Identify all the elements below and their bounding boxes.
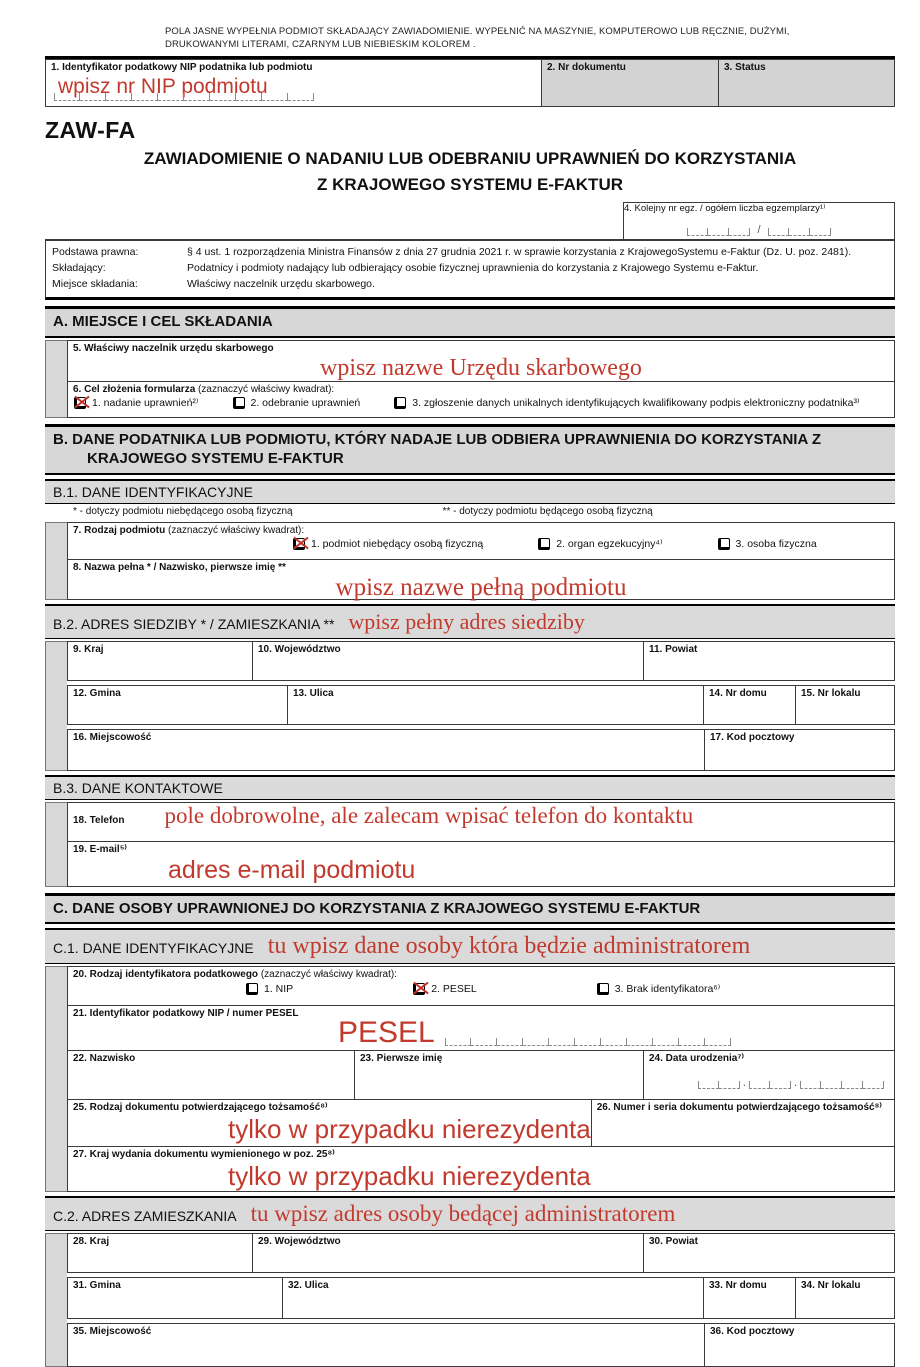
legal-text: Właściwy naczelnik urzędu skarbowego. — [187, 277, 375, 290]
field-23-pierwsze-imie[interactable] — [354, 1050, 644, 1100]
field-24-data-urodzenia[interactable] — [643, 1050, 895, 1100]
field-15-label: 15. Nr lokalu — [801, 687, 861, 699]
date-separator: . — [793, 1077, 797, 1090]
field-21-entry[interactable] — [338, 1016, 894, 1050]
note-double-star: ** - dotyczy podmiotu będącego osobą fizyczną — [442, 505, 653, 517]
legal-row — [52, 278, 888, 292]
option-label: 2. PESEL — [431, 983, 477, 996]
section-a-fields — [45, 340, 895, 418]
field-20-rodzaj-identyfikatora — [67, 966, 895, 1006]
field-1-entry[interactable] — [54, 76, 314, 101]
left-gutter — [45, 802, 67, 887]
section-b2-title: B.2. ADRES SIEDZIBY * / ZAMIESZKANIA ** — [53, 615, 335, 632]
field-4-entry[interactable] — [624, 224, 894, 236]
option-label: 3. Brak identyfikatora⁶⁾ — [614, 983, 721, 996]
field-5-label: 5. Właściwy naczelnik urzędu skarbowego — [73, 342, 274, 354]
section-c-header: C. DANE OSOBY UPRAWNIONEJ DO KORZYSTANIA Z KRAJOWEGO SYSTEMU E-FAKTUR — [45, 893, 895, 925]
legal-row — [52, 246, 888, 260]
left-gutter — [45, 1233, 67, 1367]
field-29-label: 29. Województwo — [258, 1236, 341, 1248]
field-25-annotation: tylko w przypadku nierezydenta — [228, 1114, 591, 1145]
f20-option-brak[interactable] — [597, 983, 721, 995]
form-instruction-note: POLA JASNE WYPEŁNIA PODMIOT SKŁADAJĄCY ZAWIADOMIENIE. WYPEŁNIĆ NA MASZYNIE, KOMPUTEROWO LUB RĘCZNIE, DUŻYMI, DRUKOWANYMI LITERAMI, CZARNYM LUB NIEBIESKIM KOLOREM . — [165, 26, 790, 50]
field-27-annotation: tylko w przypadku nierezydenta — [228, 1161, 591, 1192]
field-34-nr-lokalu[interactable] — [795, 1277, 895, 1319]
field-21-nip-pesel[interactable] — [67, 1005, 895, 1051]
field-31-label: 31. Gmina — [73, 1280, 121, 1292]
option-label: 3. osoba fizyczna — [735, 537, 817, 550]
left-gutter — [45, 966, 67, 1192]
field-17-label: 17. Kod pocztowy — [710, 731, 795, 743]
checkbox-icon[interactable] — [74, 397, 86, 409]
field-35-miejscowosc[interactable] — [67, 1323, 705, 1367]
field-28-kraj[interactable] — [67, 1233, 253, 1273]
total-cells[interactable] — [768, 228, 831, 236]
form-title — [45, 146, 895, 199]
field-5-naczelnik[interactable] — [67, 340, 895, 382]
field-19-label: 19. E-mail⁵⁾ — [73, 843, 127, 855]
option-label: 2. organ egzekucyjny⁴⁾ — [556, 537, 663, 550]
field-7-label-note: (zaznaczyć właściwy kwadrat): — [168, 524, 305, 536]
field-10-wojewodztwo[interactable] — [252, 641, 644, 681]
section-b2-header — [45, 604, 895, 639]
checkbox-icon[interactable] — [233, 397, 245, 409]
field-9-label: 9. Kraj — [73, 643, 104, 655]
field-31-gmina[interactable] — [67, 1277, 283, 1319]
field-12-gmina[interactable] — [67, 685, 288, 725]
f6-option-nadanie[interactable] — [74, 397, 199, 409]
field-29-wojewodztwo[interactable] — [252, 1233, 644, 1273]
field-5-annotation: wpisz nazwe Urzędu skarbowego — [320, 354, 642, 381]
checkbox-icon[interactable] — [538, 538, 550, 550]
checkbox-icon[interactable] — [597, 983, 609, 995]
field-2-nr-dokumentu — [541, 59, 719, 107]
field-25-label: 25. Rodzaj dokumentu potwierdzającego tożsamość⁸⁾ — [73, 1102, 328, 1114]
nip-entry-cells[interactable] — [54, 93, 314, 101]
section-a-header: A. MIEJSCE I CEL SKŁADANIA — [45, 306, 895, 338]
section-b3-header — [45, 775, 895, 800]
field-26-label: 26. Numer i seria dokumentu potwierdzającego tożsamość⁸⁾ — [596, 1102, 882, 1114]
field-6-label-note: (zaznaczyć właściwy kwadrat): — [198, 383, 335, 395]
date-month-cells[interactable] — [749, 1081, 791, 1089]
egz-cells[interactable] — [687, 228, 750, 236]
field-18-label: 18. Telefon — [73, 814, 125, 826]
field-13-ulica[interactable] — [287, 685, 704, 725]
pesel-entry-cells[interactable] — [445, 1038, 731, 1046]
field-33-nr-domu[interactable] — [703, 1277, 796, 1319]
f6-option-zgloszenie[interactable] — [394, 397, 859, 409]
field-2-label: 2. Nr dokumentu — [547, 61, 626, 73]
field-7-label: 7. Rodzaj podmiotu — [73, 524, 166, 536]
field-9-kraj[interactable] — [67, 641, 253, 681]
section-c1-annotation: tu wpisz dane osoby która będzie administratorem — [267, 933, 751, 960]
field-26-numer-dokumentu[interactable] — [591, 1099, 895, 1147]
field-1-nip[interactable] — [45, 59, 542, 107]
section-c2-header — [45, 1196, 895, 1231]
section-c1-header — [45, 928, 895, 964]
form-title-line1: ZAWIADOMIENIE O NADANIU LUB ODEBRANIU UPRAWNIEŃ DO KORZYSTANIA — [143, 148, 797, 168]
left-gutter — [45, 522, 67, 600]
field-16-label: 16. Miejscowość — [73, 731, 152, 743]
legal-label: Składający: — [52, 261, 106, 274]
section-c2-title: C.2. ADRES ZAMIESZKANIA — [53, 1208, 237, 1225]
field-14-label: 14. Nr domu — [709, 687, 767, 699]
checkbox-icon[interactable] — [394, 397, 406, 409]
field-32-label: 32. Ulica — [288, 1280, 329, 1292]
section-b2-fields — [45, 641, 895, 771]
f6-option-odebranie[interactable] — [233, 397, 361, 409]
field-16-miejscowosc[interactable] — [67, 729, 705, 771]
field-23-label: 23. Pierwsze imię — [360, 1053, 443, 1065]
checkbox-icon[interactable] — [718, 538, 730, 550]
field-36-kod-pocztowy[interactable] — [704, 1323, 895, 1367]
section-b3-fields — [45, 802, 895, 887]
option-label: 2. odebranie uprawnień — [250, 396, 361, 409]
date-separator: . — [742, 1077, 746, 1090]
option-label: 1. podmiot niebędący osobą fizyczną — [311, 537, 484, 550]
field-6-cel-zlozenia — [67, 381, 895, 418]
section-c1-fields — [45, 966, 895, 1192]
f7-option-osoba[interactable] — [718, 538, 817, 550]
asterisk-notes — [45, 504, 895, 520]
field-21-annotation: PESEL — [338, 1016, 435, 1050]
field-33-label: 33. Nr domu — [709, 1280, 767, 1292]
field-35-label: 35. Miejscowość — [73, 1326, 152, 1338]
checkbox-icon[interactable] — [413, 983, 425, 995]
field-24-entry[interactable] — [644, 1077, 894, 1095]
option-label: 1. nadanie uprawnień²⁾ — [92, 396, 199, 409]
field-25-rodzaj-dokumentu[interactable] — [67, 1099, 592, 1147]
field-1-annotation: wpisz nr NIP podmiotu — [58, 74, 268, 98]
field-8-annotation: wpisz nazwe pełną podmiotu — [335, 573, 627, 601]
field-3-label: 3. Status — [724, 61, 766, 73]
field-18-telefon[interactable] — [67, 802, 895, 842]
date-year-cells[interactable] — [800, 1081, 884, 1089]
field-36-label: 36. Kod pocztowy — [710, 1326, 795, 1338]
field-22-nazwisko[interactable] — [67, 1050, 355, 1100]
field-18-annotation: pole dobrowolne, ale zalecam wpisać telefon do kontaktu — [164, 802, 694, 828]
legal-row — [52, 262, 888, 276]
field-34-label: 34. Nr lokalu — [801, 1280, 861, 1292]
field-4-label: 4. Kolejny nr egz. / ogółem liczba egzemplarzy¹⁾ — [624, 203, 826, 215]
legal-label: Podstawa prawna: — [52, 246, 139, 259]
field-1-label: 1. Identyfikator podatkowy NIP podatnika lub podmiotu — [51, 61, 313, 73]
section-b2-annotation: wpisz pełny adres siedziby — [348, 608, 585, 634]
slash-separator: / — [757, 224, 761, 237]
option-label: 3. zgłoszenie danych unikalnych identyfikujących kwalifikowany podpis elektroniczny podatnika³⁾ — [412, 396, 860, 409]
field-12-label: 12. Gmina — [73, 687, 121, 699]
f20-option-nip[interactable] — [246, 983, 293, 995]
field-20-label: 20. Rodzaj identyfikatora podatkowego — [73, 969, 259, 981]
left-gutter — [45, 641, 67, 771]
field-11-label: 11. Powiat — [649, 643, 698, 655]
field-27-label: 27. Kraj wydania dokumentu wymienionego w poz. 25⁸⁾ — [73, 1149, 335, 1161]
note-single-star: * - dotyczy podmiotu niebędącego osobą fizyczną — [73, 505, 293, 517]
field-24-label: 24. Data urodzenia⁷⁾ — [649, 1053, 744, 1065]
legal-text: § 4 ust. 1 rozporządzenia Ministra Finansów z dnia 27 grudnia 2021 r. w sprawie korzystania z KrajowegoSystemu e-Faktur (Dz. U. poz. 2481). — [187, 246, 852, 259]
section-b3-title: B.3. DANE KONTAKTOWE — [53, 779, 223, 796]
section-c2-fields — [45, 1233, 895, 1367]
field-15-nr-lokalu[interactable] — [795, 685, 895, 725]
field-4-kolejny-nr[interactable] — [623, 202, 895, 240]
field-17-kod-pocztowy[interactable] — [704, 729, 895, 771]
section-b-header: B. DANE PODATNIKA LUB PODMIOTU, KTÓRY NADAJE LUB ODBIERA UPRAWNIENIA DO KORZYSTANIA Z KRAJOWEGO SYSTEMU E-FAKTUR — [45, 424, 895, 475]
field-13-label: 13. Ulica — [293, 687, 334, 699]
field-8-nazwa-pelna[interactable] — [67, 559, 895, 600]
field-11-powiat[interactable] — [643, 641, 895, 681]
left-gutter — [45, 340, 67, 418]
legal-text: Podatnicy i podmioty nadający lub odbierający osobie fizycznej uprawnienia do korzystania z Krajowego Systemu e-Faktur. — [187, 261, 759, 274]
date-day-cells[interactable] — [698, 1081, 740, 1089]
section-c1-title: C.1. DANE IDENTYFIKACYJNE — [53, 940, 254, 957]
section-b1-title: B.1. DANE IDENTYFIKACYJNE — [53, 483, 253, 500]
section-b1-fields — [45, 522, 895, 600]
field-30-powiat[interactable] — [643, 1233, 895, 1273]
field-19-annotation: adres e-mail podmiotu — [168, 855, 416, 884]
field-30-label: 30. Powiat — [649, 1236, 698, 1248]
field-8-label: 8. Nazwa pełna * / Nazwisko, pierwsze imię ** — [73, 561, 286, 573]
section-c2-annotation: tu wpisz adres osoby bedącej administratorem — [250, 1201, 676, 1227]
f7-option-podmiot[interactable] — [293, 538, 483, 550]
field-28-label: 28. Kraj — [73, 1236, 110, 1248]
option-label: 1. NIP — [264, 983, 294, 996]
field-21-label: 21. Identyfikator podatkowy NIP / numer PESEL — [73, 1008, 299, 1020]
form-title-line2: Z KRAJOWEGO SYSTEMU E-FAKTUR — [316, 174, 623, 194]
legal-label: Miejsce składania: — [52, 277, 138, 290]
field-7-rodzaj-podmiotu — [67, 522, 895, 560]
section-b1-header — [45, 479, 895, 504]
f20-option-pesel[interactable] — [413, 983, 477, 995]
header-field-row — [45, 56, 895, 107]
field-20-label-note: (zaznaczyć właściwy kwadrat): — [260, 969, 397, 981]
field-32-ulica[interactable] — [282, 1277, 704, 1319]
field-6-label: 6. Cel złożenia formularza — [73, 383, 196, 395]
checkbox-icon[interactable] — [246, 983, 258, 995]
field-10-label: 10. Województwo — [258, 643, 341, 655]
field-27-kraj-wydania[interactable] — [67, 1146, 895, 1192]
field-19-email[interactable] — [67, 841, 895, 887]
form-code: ZAW-FA — [45, 116, 136, 143]
field-3-status — [718, 59, 895, 107]
field-14-nr-domu[interactable] — [703, 685, 796, 725]
f7-option-organ[interactable] — [538, 538, 662, 550]
checkbox-icon[interactable] — [293, 538, 305, 550]
legal-basis-box — [45, 239, 895, 300]
field-22-label: 22. Nazwisko — [73, 1053, 136, 1065]
